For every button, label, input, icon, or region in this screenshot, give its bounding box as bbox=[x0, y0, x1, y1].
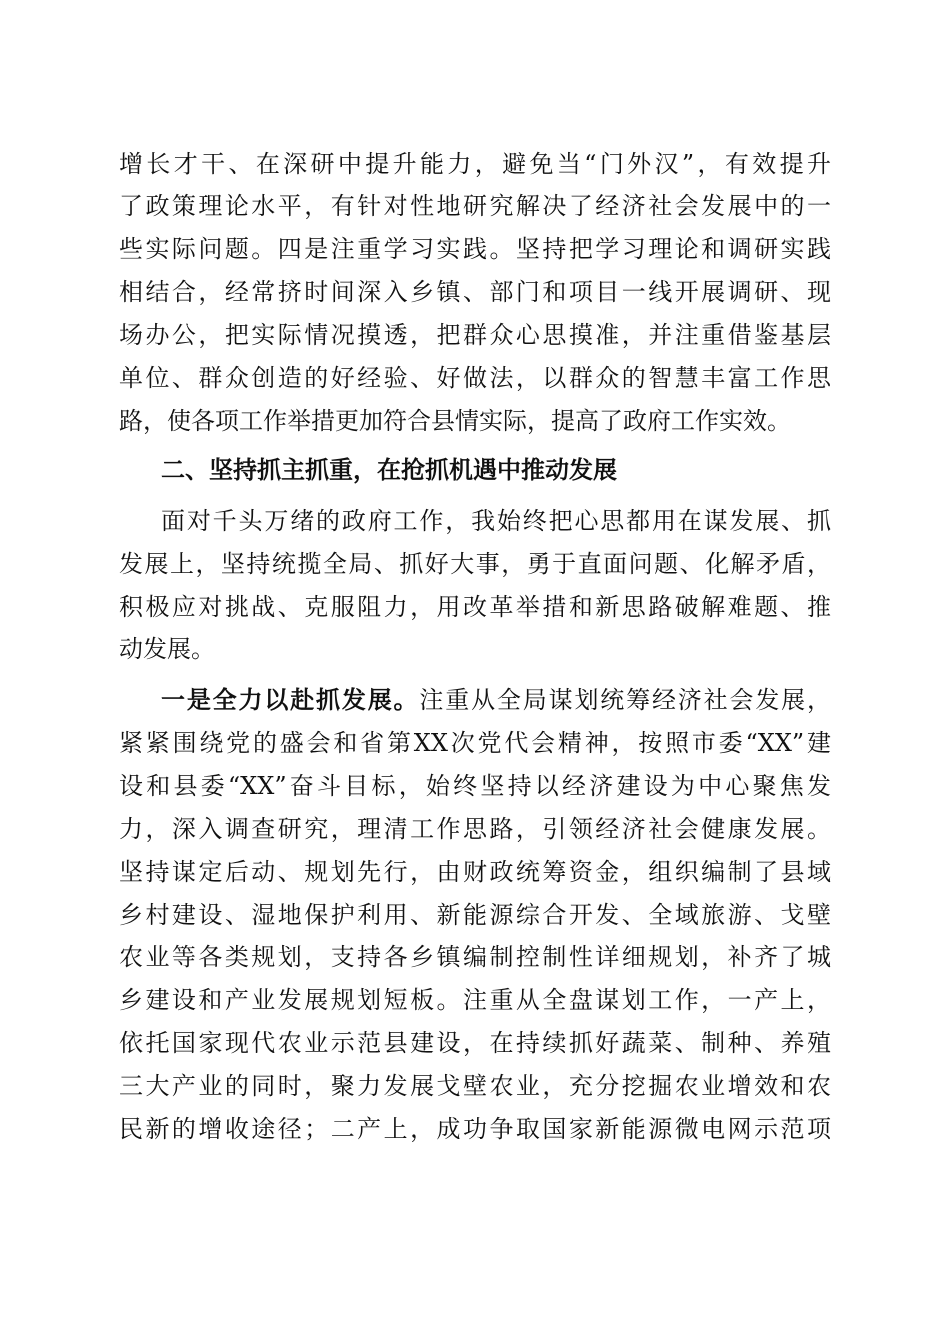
text-line: 依托国家现代农业示范县建设，在持续抓好蔬菜、制种、养殖 bbox=[119, 1029, 831, 1057]
paragraph-first-rest: 注重从全局谋划统筹经济社会发展， bbox=[419, 686, 832, 714]
text-line: 了政策理论水平，有针对性地研究解决了经济社会发展中的一 bbox=[119, 192, 831, 220]
text-line: 农业等各类规划，支持各乡镇编制控制性详细规划，补齐了城 bbox=[119, 943, 831, 971]
text-line: 增长才干、在深研中提升能力，避免当“门外汉”，有效提升 bbox=[119, 150, 831, 178]
text-line: 力，深入调查研究，理清工作思路，引领经济社会健康发展。 bbox=[119, 815, 831, 843]
text-line: 坚持谋定后动、规划先行，由财政统筹资金，组织编制了县域 bbox=[119, 858, 831, 886]
text-line: 设和县委“XX”奋斗目标，始终坚持以经济建设为中心聚焦发 bbox=[119, 772, 831, 800]
paragraph-first-line bbox=[161, 680, 831, 720]
text-line: 路，使各项工作举措更加符合县情实际，提高了政府工作实效。 bbox=[119, 407, 791, 435]
text-line: 发展上，坚持统揽全局、抓好大事，勇于直面问题、化解矛盾， bbox=[119, 550, 831, 578]
text-line: 动发展。 bbox=[119, 635, 215, 663]
text-line: 乡村建设、湿地保护利用、新能源综合开发、全域旅游、戈壁 bbox=[119, 901, 831, 929]
text-line: 场办公，把实际情况摸透，把群众心思摸准，并注重借鉴基层 bbox=[119, 321, 831, 349]
text-line: 积极应对挑战、克服阻力，用改革举措和新思路破解难题、推 bbox=[119, 593, 831, 621]
text-line: 面对千头万绪的政府工作，我始终把心思都用在谋发展、抓 bbox=[161, 507, 831, 535]
text-line: 民新的增收途径；二产上，成功争取国家新能源微电网示范项 bbox=[119, 1115, 831, 1143]
text-line: 乡建设和产业发展规划短板。注重从全盘谋划工作，一产上， bbox=[119, 986, 831, 1014]
text-line: 三大产业的同时，聚力发展戈壁农业，充分挖掘农业增效和农 bbox=[119, 1072, 831, 1100]
paragraph-lead: 一是全力以赴抓发展。 bbox=[161, 686, 420, 714]
text-line: 单位、群众创造的好经验、好做法，以群众的智慧丰富工作思 bbox=[119, 364, 831, 392]
section-heading: 二、坚持抓主抓重，在抢抓机遇中推动发展 bbox=[161, 456, 617, 484]
text-line: 相结合，经常挤时间深入乡镇、部门和项目一线开展调研、现 bbox=[119, 278, 831, 306]
text-line: 紧紧围绕党的盛会和省第XX次党代会精神，按照市委“XX”建 bbox=[119, 729, 831, 757]
text-line: 些实际问题。四是注重学习实践。坚持把学习理论和调研实践 bbox=[119, 235, 831, 263]
